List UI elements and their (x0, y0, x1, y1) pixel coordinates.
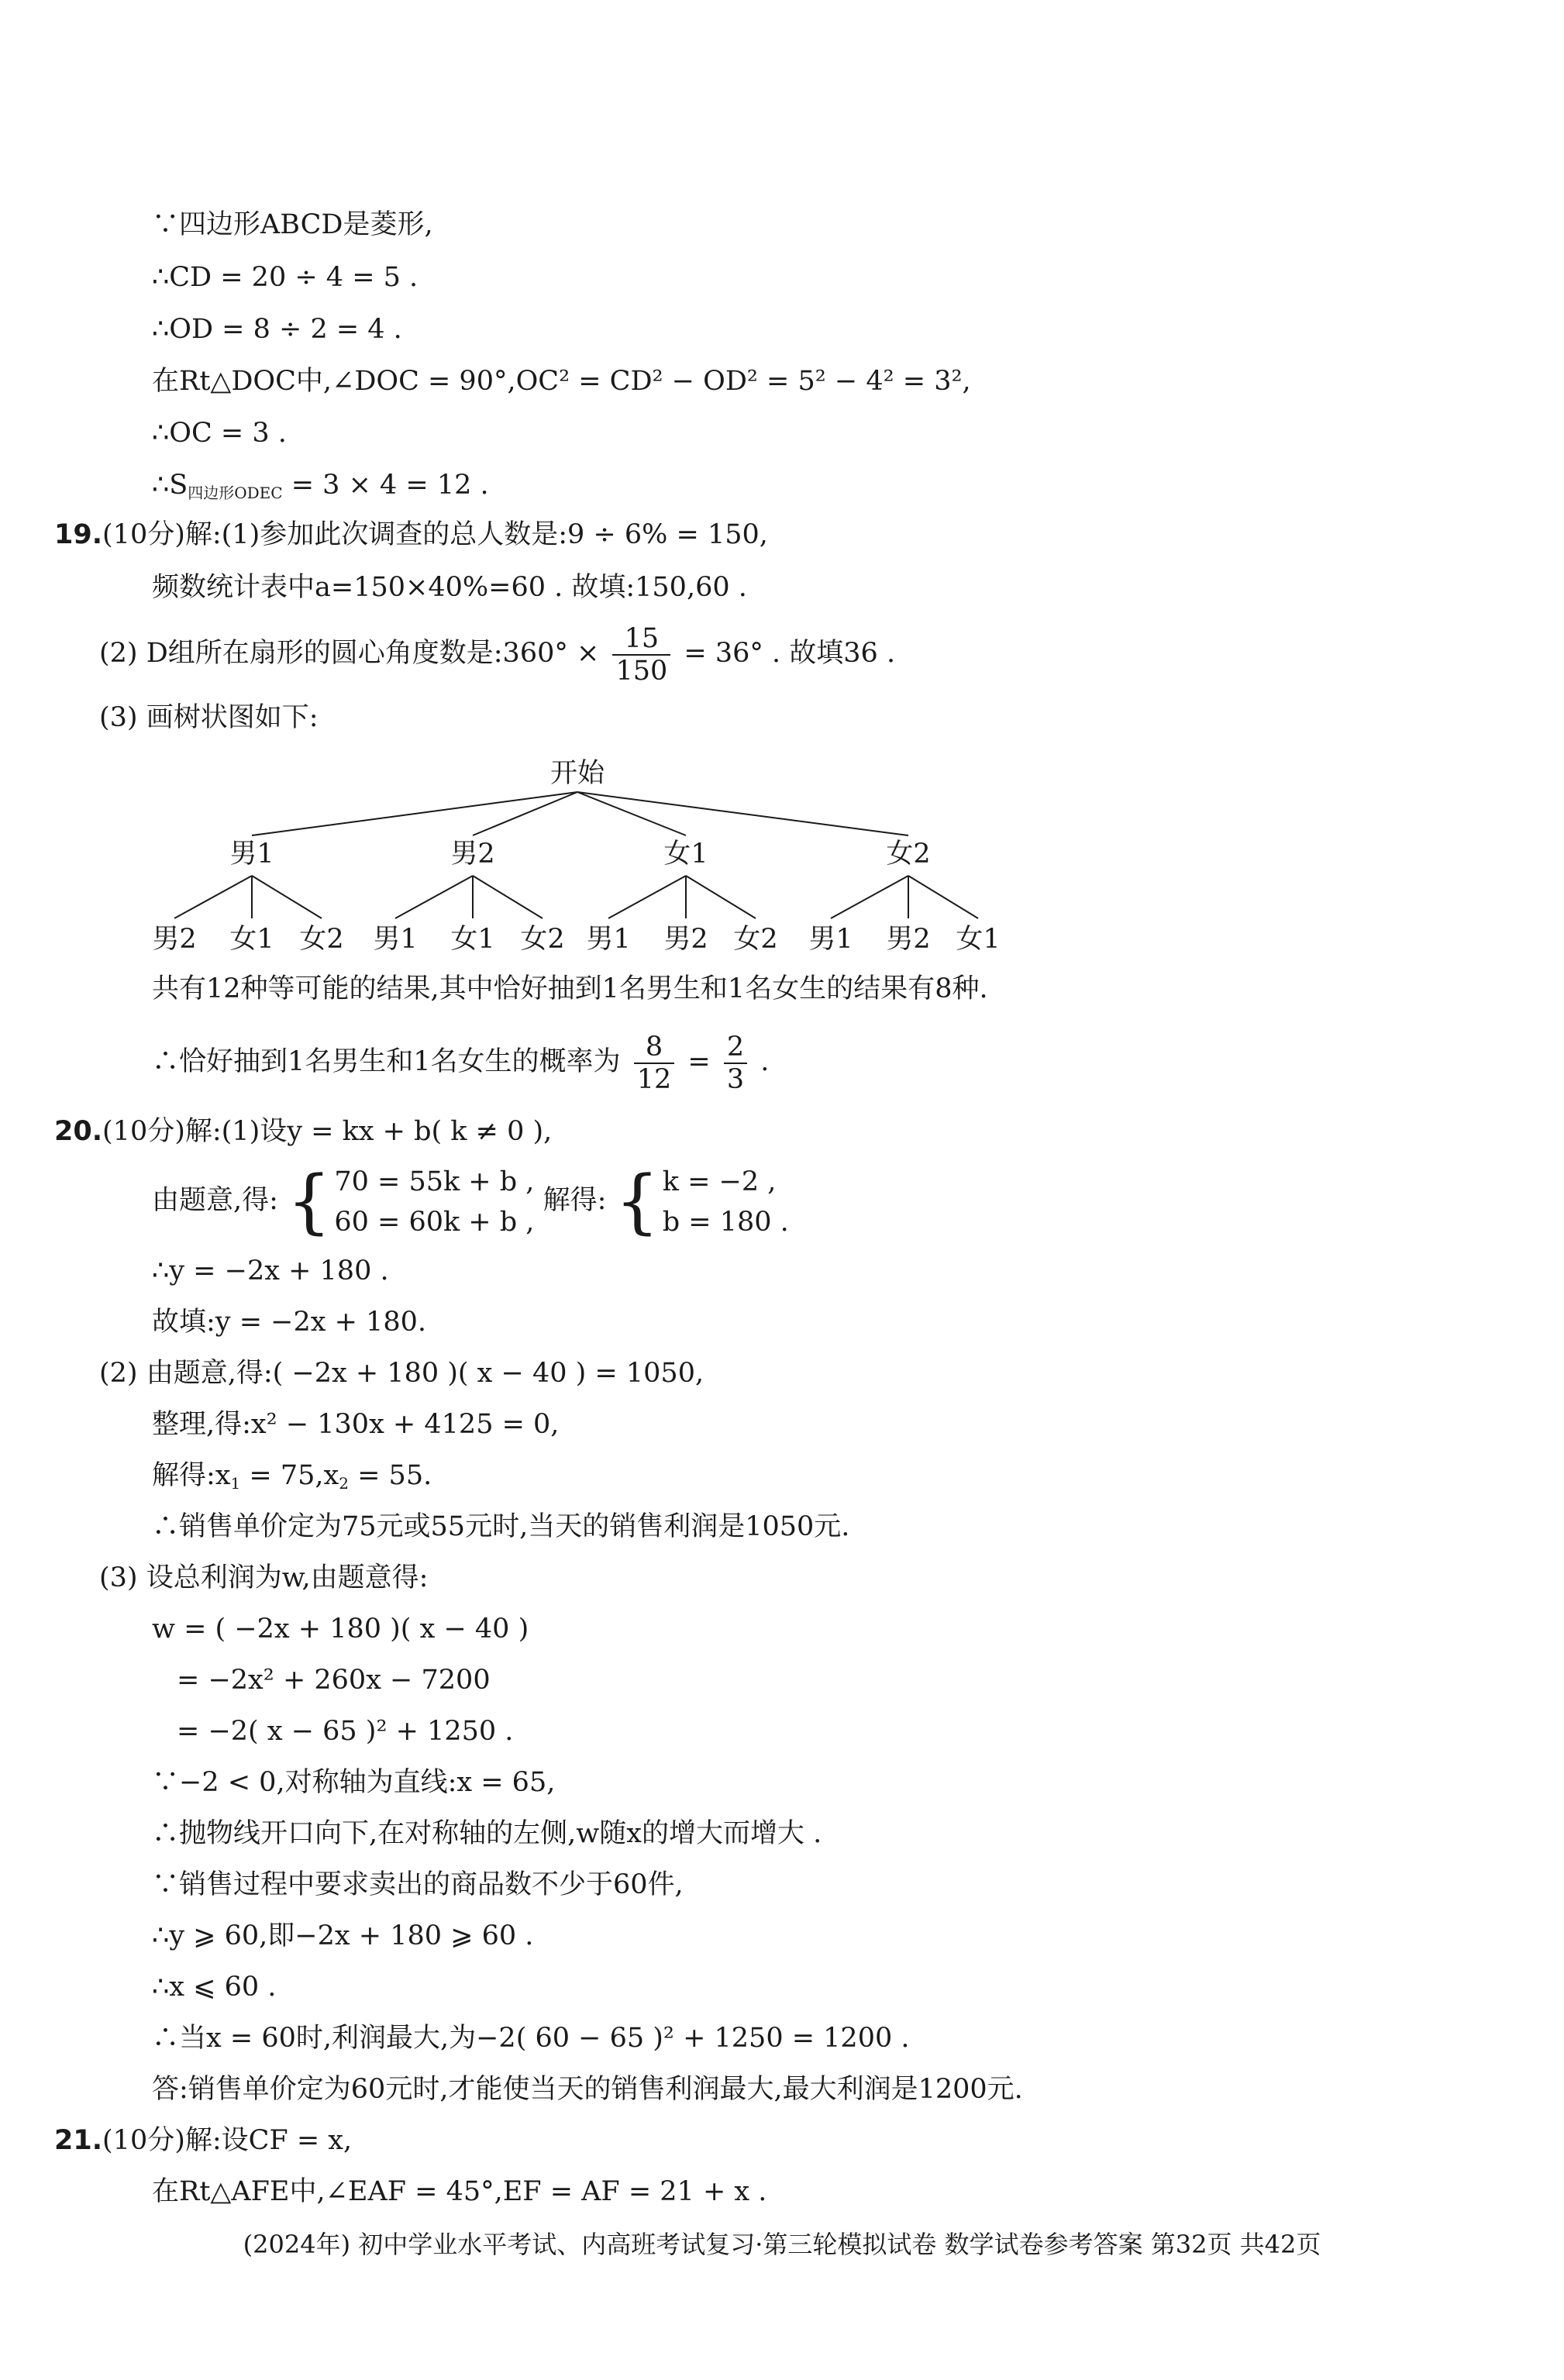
text-line: 故填:y = −2x + 180. (152, 1307, 426, 1338)
tree-node-level2: 女1 (229, 924, 274, 955)
roots-line (152, 1459, 432, 1500)
text-line: 在Rt△DOC中,∠DOC = 90°,OC² = CD² − OD² = 5² − 4² = 3², (152, 366, 971, 397)
question-head: (10分)解:(1)设y = kx + b( k ≠ 0 ), (102, 1116, 553, 1147)
denominator: 3 (724, 1063, 747, 1095)
question-head: (10分)解:设CF = x, (102, 2125, 353, 2156)
tree-branch (395, 876, 473, 918)
denominator: 150 (612, 654, 670, 687)
text-line: (3) 设总利润为w,由题意得: (99, 1562, 429, 1593)
tree-node-level2: 女2 (733, 924, 778, 955)
text-line: 答:销售单价定为60元时,才能使当天的销售利润最大,最大利润是1200元. (152, 2074, 1023, 2105)
equation-row: k = −2 , (662, 1166, 777, 1197)
solution-system (615, 1162, 789, 1242)
text-line: = −2x² + 260x − 7200 (177, 1665, 491, 1696)
text-line: 整理,得:x² − 130x + 4125 = 0, (152, 1409, 560, 1440)
subscript: 四边形ODEC (188, 484, 283, 502)
text-line: (3) 画树状图如下: (99, 702, 319, 733)
text-part: = 55. (348, 1460, 432, 1491)
text-line: w = ( −2x + 180 )( x − 40 ) (152, 1614, 529, 1645)
tree-branch (831, 876, 908, 918)
text-part: = 36° . 故填36 . (684, 638, 896, 669)
question-20-header (54, 1114, 552, 1149)
tree-node-level2: 男1 (586, 924, 631, 955)
numerator: 8 (645, 1031, 663, 1063)
question-21-header (54, 2123, 352, 2158)
tree-node-level2: 男1 (373, 924, 418, 955)
text-line: ∴y ⩾ 60,即−2x + 180 ⩾ 60 . (152, 1920, 534, 1951)
text-line: ∴OC = 3 . (152, 418, 287, 449)
equals: = (687, 1046, 711, 1077)
tree-branch (174, 876, 252, 918)
text-part: 解得:x (152, 1460, 231, 1491)
text-part: . (760, 1046, 770, 1077)
text-line: ∵销售过程中要求卖出的商品数不少于60件, (152, 1869, 684, 1900)
text-line: = −2( x − 65 )² + 1250 . (177, 1716, 514, 1747)
equation-row: 60 = 60k + b , (334, 1206, 535, 1238)
tree-node-level1: 女1 (663, 839, 708, 870)
tree-branch (577, 792, 908, 835)
question-number: 20. (54, 1116, 103, 1147)
text-line: ∴抛物线开口向下,在对称轴的左侧,w随x的增大而增大 . (152, 1818, 822, 1849)
question-number: 19. (54, 519, 103, 550)
tree-node-level1: 男2 (450, 839, 495, 870)
tree-branch (252, 876, 322, 918)
text-line: ∴OD = 8 ÷ 2 = 4 . (152, 314, 402, 345)
fraction (724, 1032, 747, 1095)
tree-node-level2: 女1 (450, 924, 495, 955)
text-part: ∴恰好抽到1名男生和1名女生的概率为 (152, 1046, 621, 1077)
text-line: ∵−2 < 0,对称轴为直线:x = 65, (152, 1767, 556, 1798)
numerator: 2 (726, 1031, 745, 1063)
text-line: ∴当x = 60时,利润最大,为−2( 60 − 65 )² + 1250 = 1200 . (152, 2023, 910, 2054)
text-part: = 75,x (240, 1460, 339, 1491)
text-line: ∴x ⩽ 60 . (152, 1972, 277, 2003)
tree-node-level1: 女2 (886, 839, 931, 870)
brace: { (615, 1160, 660, 1242)
text-line: 共有12种等可能的结果,其中恰好抽到1名男生和1名女生的结果有8种. (152, 973, 988, 1004)
tree-node-level2: 女1 (956, 924, 1001, 955)
equation-system (287, 1162, 534, 1242)
text-line: (2) 由题意,得:( −2x + 180 )( x − 40 ) = 1050, (99, 1358, 704, 1389)
tree-node-level2: 男2 (663, 924, 708, 955)
text-part: 由题意,得: (152, 1185, 278, 1216)
tree-node-level2: 男1 (808, 924, 853, 955)
equation-system-line (152, 1158, 789, 1243)
text-part: 解得: (543, 1185, 607, 1216)
subscript: 1 (230, 1474, 241, 1493)
page-footer: (2024年) 初中学业水平考试、内高班考试复习·第三轮模拟试卷 数学试卷参考答案 第32页 共42页 (243, 2230, 1321, 2259)
tree-node-level2: 男2 (152, 924, 197, 955)
text-part: (2) D组所在扇形的圆心角度数是:360° × (99, 638, 600, 669)
text-line: ∴y = −2x + 180 . (152, 1255, 389, 1286)
numerator: 15 (624, 622, 660, 654)
tree-branch (686, 876, 756, 918)
tree-branch (608, 876, 686, 918)
brace: { (287, 1160, 332, 1242)
text-part: ∴S (152, 470, 188, 501)
tree-node-level1: 男1 (229, 839, 274, 870)
tree-root: 开始 (549, 758, 605, 789)
question-head: (10分)解:(1)参加此次调查的总人数是:9 ÷ 6% = 150, (102, 519, 768, 550)
equation-row: 70 = 55k + b , (334, 1166, 535, 1197)
tree-branch (908, 876, 978, 918)
probability-line (152, 1023, 769, 1100)
denominator: 12 (634, 1063, 675, 1095)
equation-row: b = 180 . (662, 1206, 789, 1238)
tree-branch (473, 876, 543, 918)
text-line: ∵四边形ABCD是菱形, (152, 209, 433, 240)
subscript: 2 (339, 1474, 349, 1493)
fraction (634, 1032, 675, 1095)
text-line: ∴销售单价定为75元或55元时,当天的销售利润是1050元. (152, 1511, 850, 1542)
tree-node-level2: 男2 (886, 924, 931, 955)
text-line: 在Rt△AFE中,∠EAF = 45°,EF = AF = 21 + x . (152, 2176, 767, 2207)
tree-node-level2: 女2 (299, 924, 344, 955)
text-line: 频数统计表中a=150×40%=60 . 故填:150,60 . (152, 572, 747, 603)
text-line: ∴CD = 20 ÷ 4 = 5 . (152, 262, 419, 293)
text-part: = 3 × 4 = 12 . (282, 470, 489, 501)
tree-branch (252, 792, 577, 835)
question-number: 21. (54, 2125, 103, 2156)
tree-node-level2: 女2 (520, 924, 565, 955)
